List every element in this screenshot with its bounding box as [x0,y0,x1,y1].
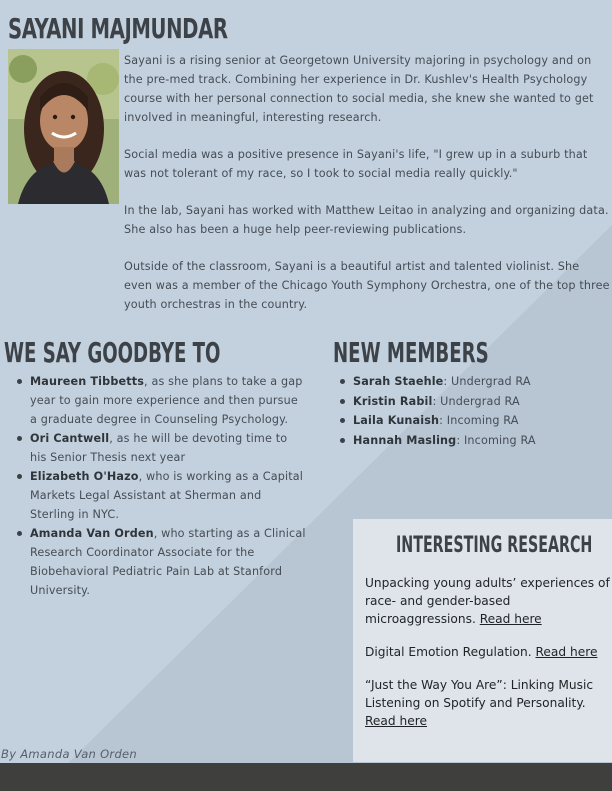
list-item [16,467,306,524]
goodbye-heading: WE SAY GOODBYE TO [4,336,221,369]
list-item [16,429,306,467]
new-members-heading: NEW MEMBERS [333,336,489,369]
bio-paragraph: Social media was a positive presence in Sayani's life, "I grew up in a suburb that was not tolerant of my race, so I took to social media really quickly." [124,148,588,180]
list-item [16,372,306,429]
research-box [353,519,612,762]
member-name: Elizabeth O'Hazo [30,470,139,483]
member-note: , who starting as a Clinical Research Coordinator Associate for the Biobehavioral Pediatric Pain Lab at Stanford University. [30,527,306,597]
list-item [339,431,609,451]
goodbye-list [16,372,306,600]
new-members-list [339,372,609,450]
bio-paragraph: In the lab, Sayani has worked with Matthew Leitao in analyzing and organizing data. She also has been a huge help peer-reviewing publications. [124,204,609,236]
list-item [339,372,609,392]
member-name: Sarah Staehle [353,375,444,388]
research-list [365,574,611,745]
bio-paragraph: Sayani is a rising senior at Georgetown University majoring in psychology and on the pre-med track. Combining her experience in Dr. Kushlev's Health Psychology course with her personal connection to social media, she knew she wanted to get involved in meaningful, interesting research. [124,54,594,124]
page-title: SAYANI MAJMUNDAR [8,12,228,45]
research-text: Unpacking young adults’ experiences of race- and gender-based microaggressions. [365,576,610,626]
member-name: Laila Kunaish [353,414,440,427]
research-text: Digital Emotion Regulation. [365,645,536,659]
member-name: Maureen Tibbetts [30,375,145,388]
list-item [339,392,609,412]
member-name: Amanda Van Orden [30,527,154,540]
member-note: , as she plans to take a gap year to gain more experience and then pursue a graduate degree in Counseling Psychology. [30,375,303,426]
research-item [365,676,611,730]
list-item [339,411,609,431]
member-role: : Incoming RA [439,414,519,427]
bio-paragraph: Outside of the classroom, Sayani is a beautiful artist and talented violinist. She even was a member of the Chicago Youth Symphony Orchestra, one of the top three youth orchestras in the country. [124,260,610,311]
research-heading: INTERESTING RESEARCH [396,533,593,558]
research-item [365,643,611,661]
research-text: “Just the Way You Are”: Linking Music Listening on Spotify and Personality. [365,678,594,710]
member-name: Hannah Masling [353,433,457,447]
footer-bar [0,763,612,791]
member-role: : Undergrad RA [432,394,520,408]
list-item [16,524,306,600]
byline: By Amanda Van Orden [1,747,138,761]
member-note: , who is working as a Capital Markets Legal Assistant at Sherman and Sterling in NYC. [30,470,304,521]
member-name: Kristin Rabil [353,394,433,408]
member-role: : Undergrad RA [443,375,531,388]
research-item [365,574,611,628]
read-here-link[interactable]: Read here [365,714,427,728]
member-role: : Incoming RA [456,433,536,447]
bio-text [124,51,610,332]
member-note: , as he will be devoting time to his Senior Thesis next year [30,432,288,464]
read-here-link[interactable]: Read here [535,645,598,659]
profile-photo [8,49,119,204]
read-here-link[interactable]: Read here [479,612,542,626]
member-name: Ori Cantwell [30,432,110,445]
